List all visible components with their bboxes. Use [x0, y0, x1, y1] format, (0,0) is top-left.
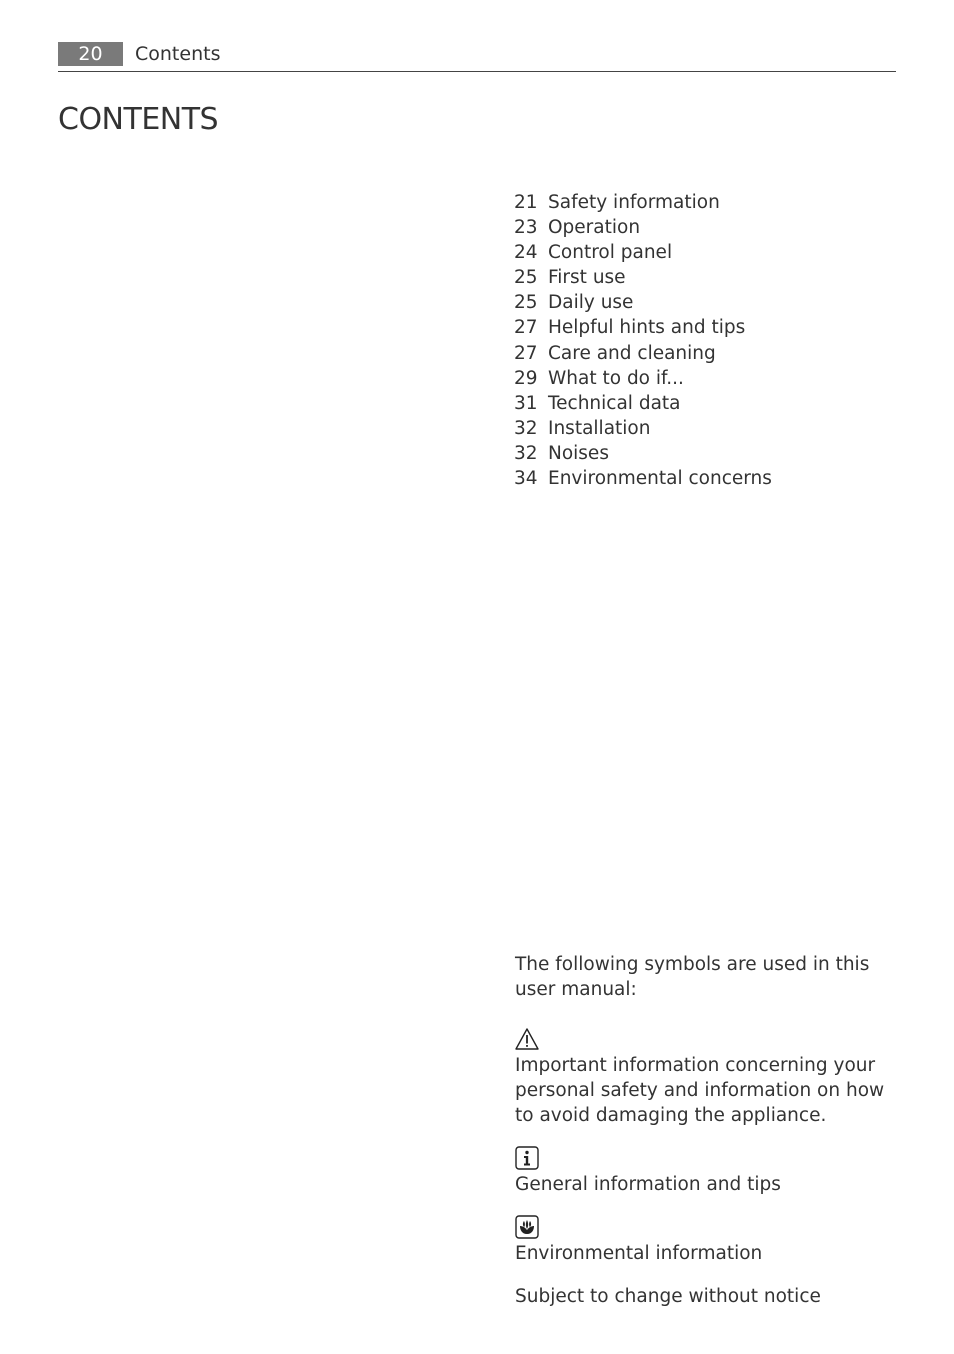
change-notice: Subject to change without notice: [515, 1286, 821, 1307]
toc-item[interactable]: [514, 391, 772, 416]
toc-label: Safety information: [548, 192, 720, 213]
toc-label: Daily use: [548, 292, 634, 314]
toc-item[interactable]: [514, 265, 772, 290]
toc-label: Technical data: [548, 392, 681, 414]
toc-page-number: 34: [514, 468, 538, 490]
toc-page-number: 23: [514, 217, 538, 239]
environment-description: Environmental information: [515, 1243, 763, 1264]
toc-page-number: 27: [514, 342, 538, 364]
toc-page-number: 32: [514, 417, 538, 439]
toc-page-number: 24: [514, 242, 538, 264]
toc-page-number: 32: [514, 442, 538, 464]
environment-symbol-block: [515, 1215, 895, 1266]
toc-label: What to do if...: [548, 367, 684, 389]
environment-icon: [515, 1215, 539, 1239]
toc-item[interactable]: [514, 441, 772, 466]
toc-label: Helpful hints and tips: [548, 317, 746, 339]
toc-item[interactable]: [514, 240, 772, 265]
info-symbol-block: [515, 1146, 895, 1197]
toc-label: First use: [548, 267, 626, 289]
toc-page-number: 21: [514, 192, 538, 213]
toc-page-number: 27: [514, 317, 538, 339]
toc-page-number: 29: [514, 367, 538, 389]
toc-item[interactable]: [514, 315, 772, 340]
toc-page-number: 25: [514, 292, 538, 314]
toc-item[interactable]: [514, 215, 772, 240]
toc-page-number: 31: [514, 392, 538, 414]
toc-item[interactable]: [514, 416, 772, 441]
toc-item[interactable]: [514, 341, 772, 366]
info-icon: [515, 1146, 539, 1170]
toc-label: Installation: [548, 417, 651, 439]
toc-label: Care and cleaning: [548, 342, 716, 364]
warning-symbol-block: [515, 1027, 895, 1128]
toc-label: Control panel: [548, 242, 673, 264]
page-title: CONTENTS: [58, 102, 219, 137]
warning-description: Important information concerning your personal safety and information on how to avoid damaging the appliance.: [515, 1055, 885, 1126]
symbols-legend: [515, 952, 895, 1309]
toc-label: Environmental concerns: [548, 468, 772, 490]
warning-triangle-icon: [515, 1027, 539, 1051]
toc-label: Operation: [548, 217, 641, 239]
toc-item[interactable]: [514, 466, 772, 491]
page-header: [58, 40, 896, 72]
symbols-intro: The following symbols are used in this user manual:: [515, 954, 870, 1000]
toc-item[interactable]: [514, 190, 772, 215]
toc-label: Noises: [548, 442, 609, 464]
header-section-title: Contents: [135, 43, 221, 65]
table-of-contents: [514, 190, 772, 491]
toc-item[interactable]: [514, 366, 772, 391]
info-description: General information and tips: [515, 1174, 781, 1195]
toc-page-number: 25: [514, 267, 538, 289]
page-number: 20: [58, 42, 123, 66]
toc-item[interactable]: [514, 290, 772, 315]
